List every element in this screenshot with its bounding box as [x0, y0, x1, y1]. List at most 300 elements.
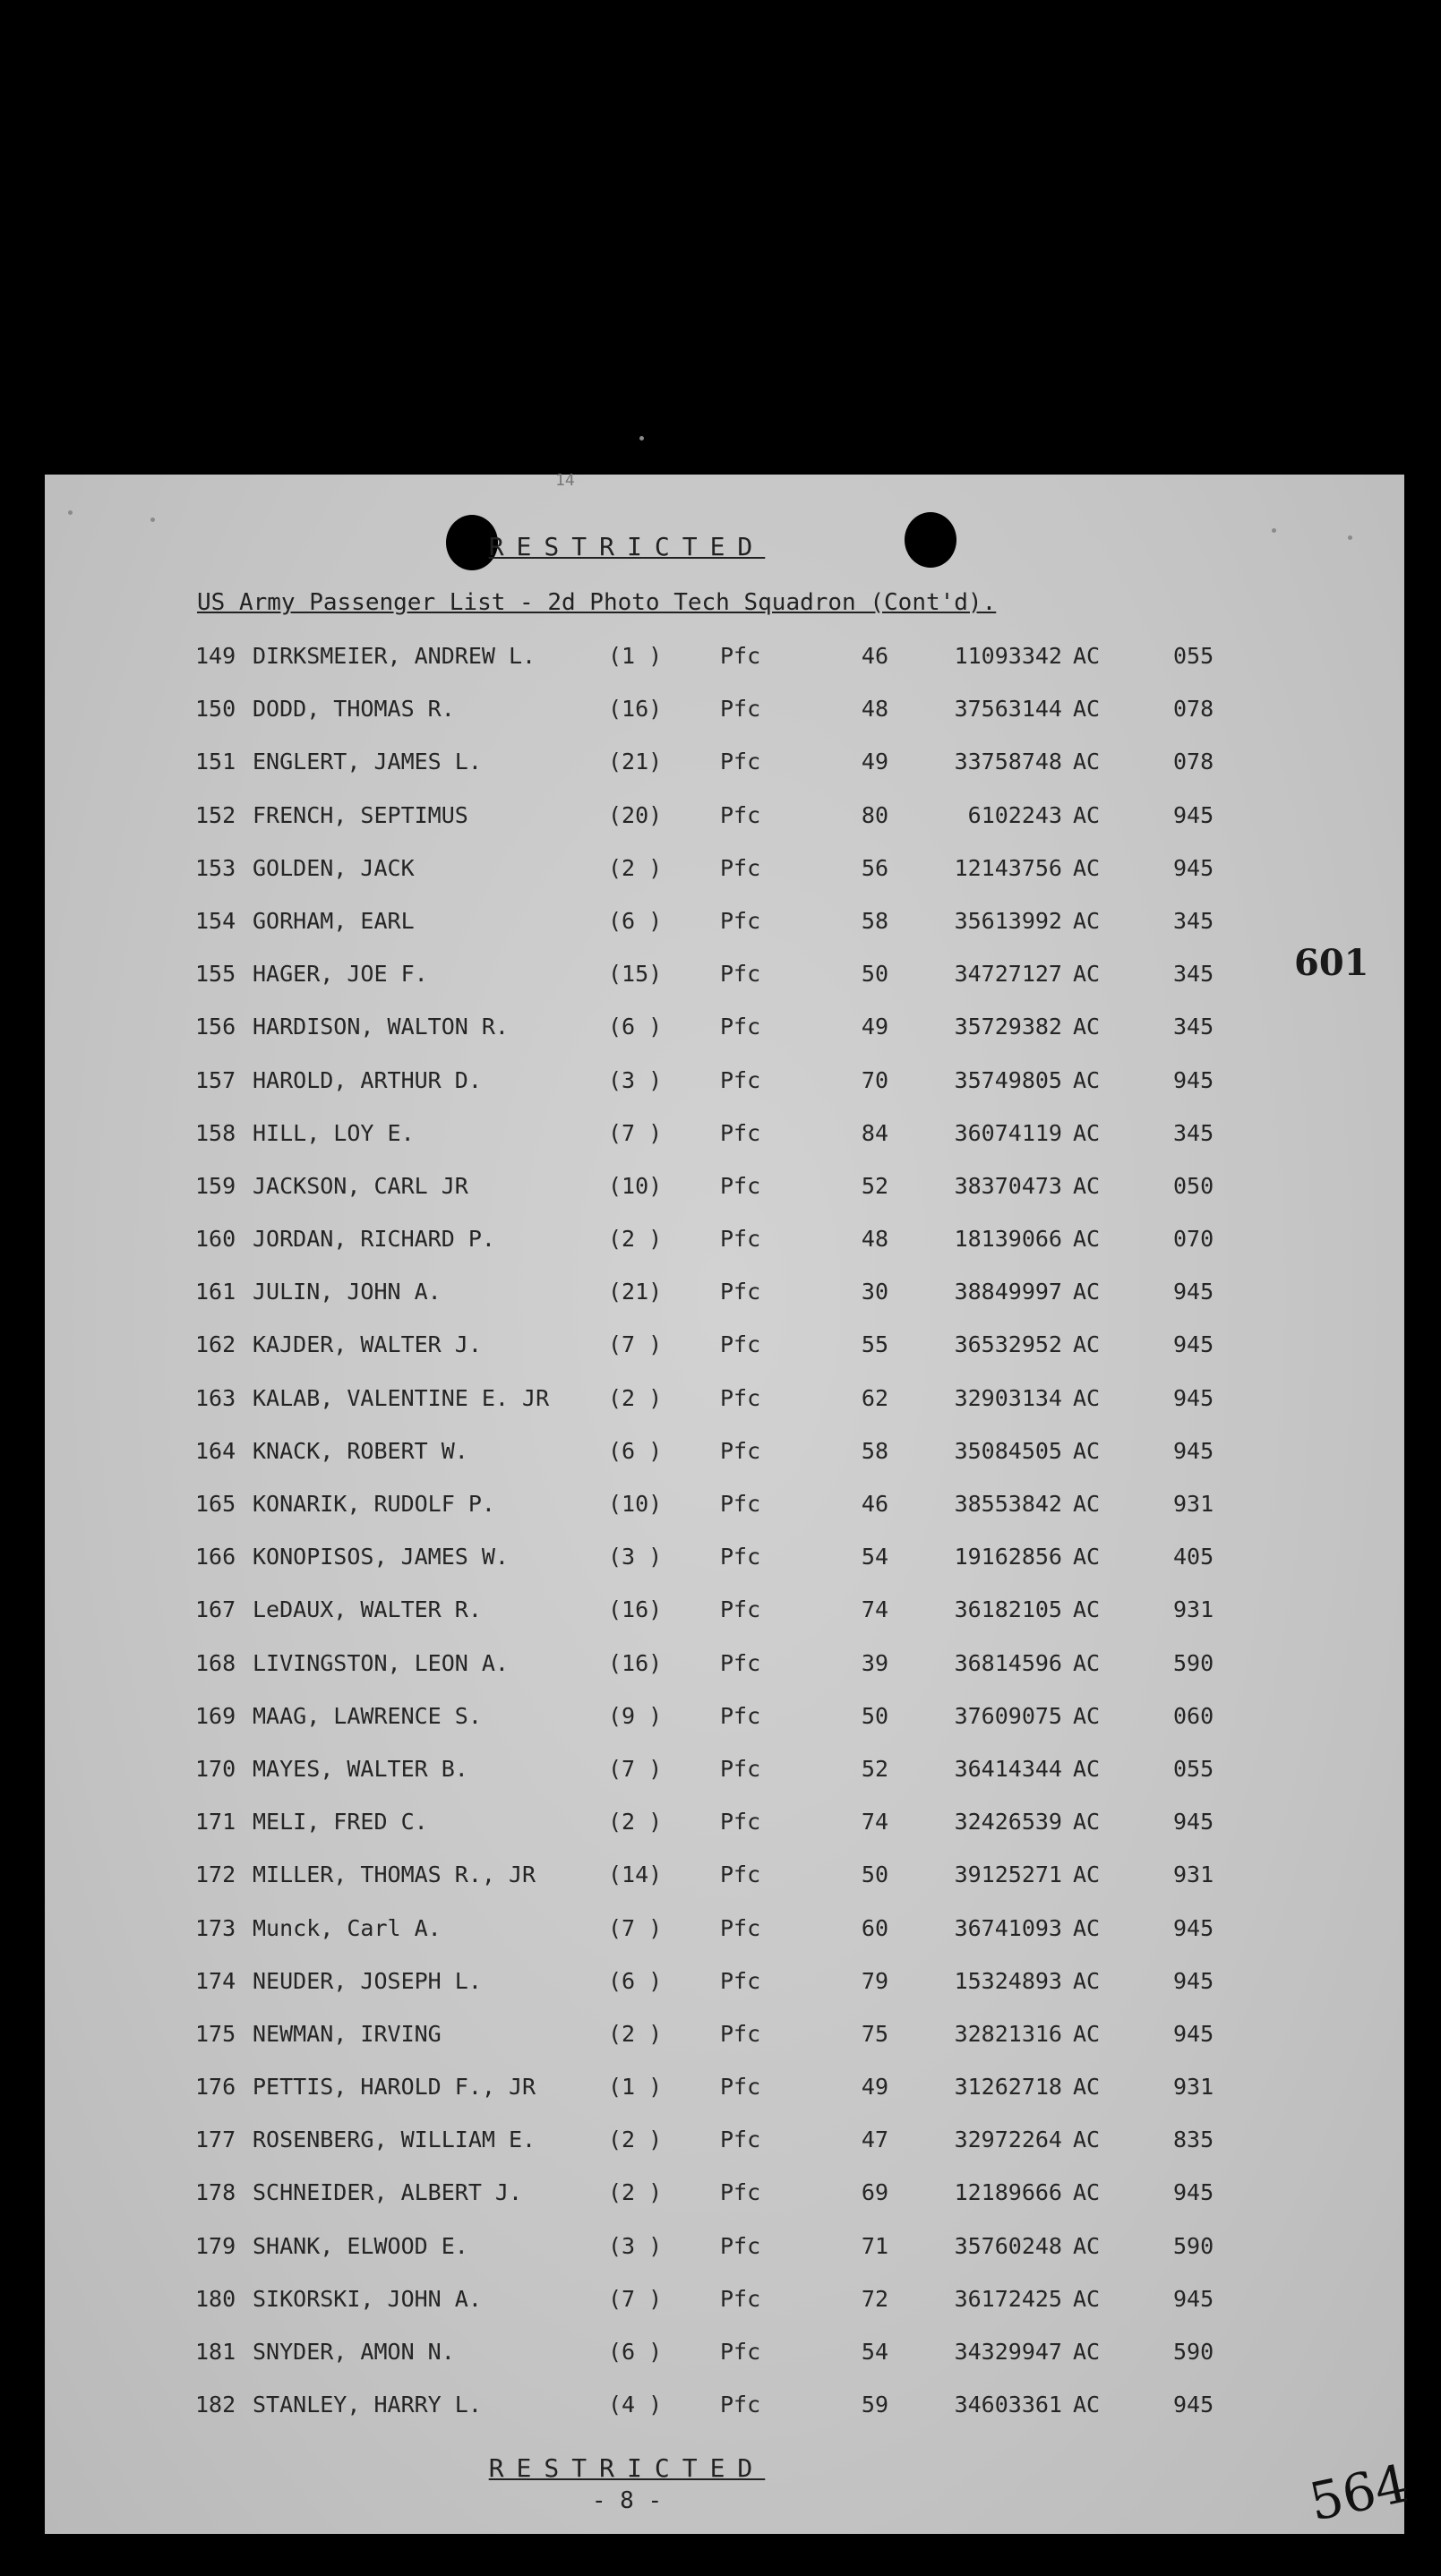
specialty-code: 945 — [1173, 1331, 1214, 1358]
specialty-code: 931 — [1173, 1491, 1214, 1517]
soldier-name: KAJDER, WALTER J. — [253, 1331, 482, 1358]
branch: AC — [1073, 1119, 1101, 1146]
rank: Pfc — [720, 696, 761, 723]
group-code: (9 ) — [608, 1702, 663, 1729]
age-code: 30 — [861, 1279, 888, 1305]
serial-number: 34329947 — [954, 2339, 1062, 2365]
age-code: 79 — [861, 1967, 888, 1994]
serial-number: 12143756 — [954, 854, 1062, 881]
age-code: 50 — [861, 1702, 888, 1729]
entry-number: 166 — [195, 1544, 236, 1570]
serial-number: 36172425 — [954, 2285, 1062, 2312]
rank: Pfc — [720, 1755, 761, 1782]
branch: AC — [1073, 696, 1101, 723]
table-row — [45, 1111, 1299, 1164]
rank: Pfc — [720, 1437, 761, 1464]
serial-number: 32903134 — [954, 1384, 1062, 1411]
file-number: 601 — [1294, 942, 1369, 984]
specialty-code: 590 — [1173, 2339, 1214, 2365]
rank: Pfc — [720, 801, 761, 828]
branch: AC — [1073, 1014, 1101, 1040]
specialty-code: 945 — [1173, 1914, 1214, 1941]
table-row — [45, 1959, 1299, 2012]
table-row — [45, 2224, 1299, 2277]
entry-number: 158 — [195, 1119, 236, 1146]
table-row — [45, 2118, 1299, 2170]
serial-number: 18139066 — [954, 1226, 1062, 1253]
specialty-code: 055 — [1173, 1755, 1214, 1782]
branch: AC — [1073, 1544, 1101, 1570]
entry-number: 174 — [195, 1967, 236, 1994]
table-row — [45, 1800, 1299, 1853]
group-code: (6 ) — [608, 1967, 663, 1994]
specialty-code: 945 — [1173, 2285, 1214, 2312]
serial-number: 36814596 — [954, 1649, 1062, 1676]
group-code: (2 ) — [608, 2179, 663, 2206]
table-row — [45, 1535, 1299, 1588]
rank: Pfc — [720, 1596, 761, 1623]
branch: AC — [1073, 643, 1101, 669]
branch: AC — [1073, 801, 1101, 828]
rank: Pfc — [720, 1809, 761, 1836]
age-code: 46 — [861, 1491, 888, 1517]
group-code: (7 ) — [608, 1755, 663, 1782]
serial-number: 6102243 — [967, 801, 1062, 828]
entry-number: 181 — [195, 2339, 236, 2365]
age-code: 52 — [861, 1172, 888, 1199]
rank: Pfc — [720, 2392, 761, 2418]
age-code: 49 — [861, 749, 888, 775]
soldier-name: HILL, LOY E. — [253, 1119, 415, 1146]
specialty-code: 055 — [1173, 643, 1214, 669]
age-code: 55 — [861, 1331, 888, 1358]
entry-number: 180 — [195, 2285, 236, 2312]
serial-number: 34603361 — [954, 2392, 1062, 2418]
table-row — [45, 634, 1299, 687]
entry-number: 178 — [195, 2179, 236, 2206]
group-code: (6 ) — [608, 1014, 663, 1040]
table-row — [45, 1164, 1299, 1217]
specialty-code: 590 — [1173, 2232, 1214, 2259]
table-row — [45, 1641, 1299, 1694]
restricted-footer: RESTRICTED — [488, 2453, 766, 2483]
soldier-name: NEWMAN, IRVING — [253, 2020, 442, 2047]
table-row — [45, 1747, 1299, 1800]
group-code: (6 ) — [608, 1437, 663, 1464]
branch: AC — [1073, 2232, 1101, 2259]
entry-number: 172 — [195, 1861, 236, 1888]
group-code: (2 ) — [608, 854, 663, 881]
rank: Pfc — [720, 961, 761, 988]
age-code: 80 — [861, 801, 888, 828]
serial-number: 31262718 — [954, 2074, 1062, 2101]
entry-number: 151 — [195, 749, 236, 775]
age-code: 48 — [861, 696, 888, 723]
table-row — [45, 740, 1299, 792]
branch: AC — [1073, 2285, 1101, 2312]
branch: AC — [1073, 1172, 1101, 1199]
branch: AC — [1073, 2179, 1101, 2206]
table-row — [45, 1429, 1299, 1482]
soldier-name: ENGLERT, JAMES L. — [253, 749, 482, 775]
table-row — [45, 2065, 1299, 2118]
specialty-code: 405 — [1173, 1544, 1214, 1570]
serial-number: 35749805 — [954, 1066, 1062, 1093]
branch: AC — [1073, 1649, 1101, 1676]
group-code: (16) — [608, 1649, 663, 1676]
specialty-code: 945 — [1173, 1066, 1214, 1093]
group-code: (21) — [608, 1279, 663, 1305]
branch: AC — [1073, 2127, 1101, 2153]
soldier-name: LeDAUX, WALTER R. — [253, 1596, 482, 1623]
age-code: 56 — [861, 854, 888, 881]
entry-number: 154 — [195, 907, 236, 934]
group-code: (15) — [608, 961, 663, 988]
soldier-name: DODD, THOMAS R. — [253, 696, 455, 723]
specialty-code: 945 — [1173, 1279, 1214, 1305]
entry-number: 164 — [195, 1437, 236, 1464]
branch: AC — [1073, 1437, 1101, 1464]
entry-number: 152 — [195, 801, 236, 828]
entry-number: 168 — [195, 1649, 236, 1676]
branch: AC — [1073, 1491, 1101, 1517]
serial-number: 15324893 — [954, 1967, 1062, 1994]
age-code: 84 — [861, 1119, 888, 1146]
specialty-code: 945 — [1173, 2179, 1214, 2206]
soldier-name: KNACK, ROBERT W. — [253, 1437, 468, 1464]
branch: AC — [1073, 1226, 1101, 1253]
soldier-name: GOLDEN, JACK — [253, 854, 415, 881]
soldier-name: MAYES, WALTER B. — [253, 1755, 468, 1782]
dust-speck — [1348, 535, 1352, 540]
age-code: 74 — [861, 1809, 888, 1836]
table-row — [45, 1694, 1299, 1747]
group-code: (10) — [608, 1491, 663, 1517]
branch: AC — [1073, 1596, 1101, 1623]
age-code: 59 — [861, 2392, 888, 2418]
rank: Pfc — [720, 1172, 761, 1199]
table-row — [45, 1482, 1299, 1535]
specialty-code: 345 — [1173, 1014, 1214, 1040]
table-row — [45, 793, 1299, 846]
serial-number: 38553842 — [954, 1491, 1062, 1517]
soldier-name: JORDAN, RICHARD P. — [253, 1226, 495, 1253]
specialty-code: 931 — [1173, 1596, 1214, 1623]
group-code: (3 ) — [608, 1066, 663, 1093]
rank: Pfc — [720, 1119, 761, 1146]
table-row — [45, 1058, 1299, 1111]
rank: Pfc — [720, 1861, 761, 1888]
entry-number: 177 — [195, 2127, 236, 2153]
group-code: (3 ) — [608, 2232, 663, 2259]
specialty-code: 945 — [1173, 2020, 1214, 2047]
specialty-code: 070 — [1173, 1226, 1214, 1253]
specialty-code: 945 — [1173, 801, 1214, 828]
rank: Pfc — [720, 1279, 761, 1305]
serial-number: 35613992 — [954, 907, 1062, 934]
page-mark: 14 — [555, 471, 575, 490]
age-code: 62 — [861, 1384, 888, 1411]
serial-number: 39125271 — [954, 1861, 1062, 1888]
dust-speck — [150, 518, 155, 522]
specialty-code: 078 — [1173, 749, 1214, 775]
entry-number: 149 — [195, 643, 236, 669]
group-code: (2 ) — [608, 2127, 663, 2153]
soldier-name: MELI, FRED C. — [253, 1809, 428, 1836]
age-code: 50 — [861, 1861, 888, 1888]
group-code: (7 ) — [608, 1914, 663, 1941]
list-title: US Army Passenger List - 2d Photo Tech Squadron (Cont'd). — [197, 589, 997, 616]
serial-number: 36741093 — [954, 1914, 1062, 1941]
age-code: 69 — [861, 2179, 888, 2206]
serial-number: 36182105 — [954, 1596, 1062, 1623]
entry-number: 169 — [195, 1702, 236, 1729]
age-code: 58 — [861, 907, 888, 934]
soldier-name: SIKORSKI, JOHN A. — [253, 2285, 482, 2312]
rank: Pfc — [720, 1544, 761, 1570]
branch: AC — [1073, 907, 1101, 934]
entry-number: 171 — [195, 1809, 236, 1836]
handwritten-number: 564 — [1304, 2452, 1414, 2533]
specialty-code: 945 — [1173, 1967, 1214, 1994]
group-code: (3 ) — [608, 1544, 663, 1570]
table-row — [45, 1270, 1299, 1322]
entry-number: 153 — [195, 854, 236, 881]
table-row — [45, 1853, 1299, 1905]
page-number: - 8 - — [591, 2487, 663, 2514]
table-row — [45, 1005, 1299, 1057]
group-code: (10) — [608, 1172, 663, 1199]
group-code: (7 ) — [608, 2285, 663, 2312]
group-code: (2 ) — [608, 2020, 663, 2047]
soldier-name: LIVINGSTON, LEON A. — [253, 1649, 509, 1676]
entry-number: 176 — [195, 2074, 236, 2101]
branch: AC — [1073, 1914, 1101, 1941]
serial-number: 37609075 — [954, 1702, 1062, 1729]
branch: AC — [1073, 2020, 1101, 2047]
specialty-code: 060 — [1173, 1702, 1214, 1729]
table-row — [45, 1588, 1299, 1640]
table-row — [45, 2330, 1299, 2383]
serial-number: 35760248 — [954, 2232, 1062, 2259]
soldier-name: GORHAM, EARL — [253, 907, 415, 934]
entry-number: 170 — [195, 1755, 236, 1782]
rank: Pfc — [720, 643, 761, 669]
serial-number: 38849997 — [954, 1279, 1062, 1305]
serial-number: 38370473 — [954, 1172, 1062, 1199]
table-row — [45, 687, 1299, 740]
specialty-code: 345 — [1173, 961, 1214, 988]
group-code: (1 ) — [608, 2074, 663, 2101]
dust-speck — [639, 436, 644, 441]
serial-number: 37563144 — [954, 696, 1062, 723]
rank: Pfc — [720, 1649, 761, 1676]
soldier-name: KONOPISOS, JAMES W. — [253, 1544, 509, 1570]
branch: AC — [1073, 1755, 1101, 1782]
soldier-name: HAROLD, ARTHUR D. — [253, 1066, 482, 1093]
serial-number: 32972264 — [954, 2127, 1062, 2153]
serial-number: 34727127 — [954, 961, 1062, 988]
age-code: 39 — [861, 1649, 888, 1676]
branch: AC — [1073, 749, 1101, 775]
branch: AC — [1073, 854, 1101, 881]
group-code: (20) — [608, 801, 663, 828]
specialty-code: 945 — [1173, 2392, 1214, 2418]
soldier-name: FRENCH, SEPTIMUS — [253, 801, 468, 828]
group-code: (16) — [608, 696, 663, 723]
group-code: (2 ) — [608, 1809, 663, 1836]
rank: Pfc — [720, 2339, 761, 2365]
rank: Pfc — [720, 1702, 761, 1729]
soldier-name: HAGER, JOE F. — [253, 961, 428, 988]
branch: AC — [1073, 1331, 1101, 1358]
soldier-name: HARDISON, WALTON R. — [253, 1014, 509, 1040]
serial-number: 19162856 — [954, 1544, 1062, 1570]
group-code: (7 ) — [608, 1331, 663, 1358]
branch: AC — [1073, 1384, 1101, 1411]
soldier-name: KONARIK, RUDOLF P. — [253, 1491, 495, 1517]
entry-number: 165 — [195, 1491, 236, 1517]
group-code: (2 ) — [608, 1226, 663, 1253]
rank: Pfc — [720, 2020, 761, 2047]
serial-number: 12189666 — [954, 2179, 1062, 2206]
branch: AC — [1073, 2074, 1101, 2101]
serial-number: 32426539 — [954, 1809, 1062, 1836]
entry-number: 156 — [195, 1014, 236, 1040]
specialty-code: 835 — [1173, 2127, 1214, 2153]
rank: Pfc — [720, 1967, 761, 1994]
age-code: 54 — [861, 1544, 888, 1570]
entry-number: 179 — [195, 2232, 236, 2259]
soldier-name: SCHNEIDER, ALBERT J. — [253, 2179, 523, 2206]
rank: Pfc — [720, 1014, 761, 1040]
specialty-code: 931 — [1173, 2074, 1214, 2101]
rank: Pfc — [720, 854, 761, 881]
branch: AC — [1073, 1279, 1101, 1305]
rank: Pfc — [720, 1914, 761, 1941]
document-page — [45, 471, 1414, 2534]
age-code: 60 — [861, 1914, 888, 1941]
age-code: 52 — [861, 1755, 888, 1782]
group-code: (1 ) — [608, 643, 663, 669]
table-row — [45, 2277, 1299, 2330]
branch: AC — [1073, 2339, 1101, 2365]
age-code: 74 — [861, 1596, 888, 1623]
rank: Pfc — [720, 1226, 761, 1253]
branch: AC — [1073, 1066, 1101, 1093]
restricted-heading: RESTRICTED — [488, 532, 766, 561]
group-code: (4 ) — [608, 2392, 663, 2418]
soldier-name: STANLEY, HARRY L. — [253, 2392, 482, 2418]
entry-number: 182 — [195, 2392, 236, 2418]
serial-number: 35084505 — [954, 1437, 1062, 1464]
soldier-name: SHANK, ELWOOD E. — [253, 2232, 468, 2259]
soldier-name: SNYDER, AMON N. — [253, 2339, 455, 2365]
specialty-code: 345 — [1173, 907, 1214, 934]
age-code: 72 — [861, 2285, 888, 2312]
entry-number: 161 — [195, 1279, 236, 1305]
table-row — [45, 2383, 1299, 2435]
table-row — [45, 899, 1299, 952]
age-code: 47 — [861, 2127, 888, 2153]
branch: AC — [1073, 2392, 1101, 2418]
soldier-name: MAAG, LAWRENCE S. — [253, 1702, 482, 1729]
dust-speck — [68, 510, 73, 515]
rank: Pfc — [720, 2179, 761, 2206]
entry-number: 167 — [195, 1596, 236, 1623]
soldier-name: MILLER, THOMAS R., JR — [253, 1861, 536, 1888]
branch: AC — [1073, 1967, 1101, 1994]
specialty-code: 945 — [1173, 1437, 1214, 1464]
entry-number: 150 — [195, 696, 236, 723]
entry-number: 155 — [195, 961, 236, 988]
group-code: (6 ) — [608, 2339, 663, 2365]
serial-number: 35729382 — [954, 1014, 1062, 1040]
branch: AC — [1073, 1809, 1101, 1836]
group-code: (6 ) — [608, 907, 663, 934]
age-code: 75 — [861, 2020, 888, 2047]
age-code: 70 — [861, 1066, 888, 1093]
rank: Pfc — [720, 2127, 761, 2153]
specialty-code: 050 — [1173, 1172, 1214, 1199]
soldier-name: JACKSON, CARL JR — [253, 1172, 468, 1199]
soldier-name: ROSENBERG, WILLIAM E. — [253, 2127, 536, 2153]
branch: AC — [1073, 1861, 1101, 1888]
soldier-name: Munck, Carl A. — [253, 1914, 442, 1941]
rank: Pfc — [720, 2285, 761, 2312]
soldier-name: NEUDER, JOSEPH L. — [253, 1967, 482, 1994]
table-row — [45, 1217, 1299, 1270]
passenger-list — [45, 634, 1299, 2435]
branch: AC — [1073, 1702, 1101, 1729]
age-code: 46 — [861, 643, 888, 669]
specialty-code: 078 — [1173, 696, 1214, 723]
serial-number: 11093342 — [954, 643, 1062, 669]
specialty-code: 945 — [1173, 854, 1214, 881]
dust-speck — [1272, 528, 1276, 533]
entry-number: 173 — [195, 1914, 236, 1941]
entry-number: 163 — [195, 1384, 236, 1411]
specialty-code: 945 — [1173, 1809, 1214, 1836]
specialty-code: 345 — [1173, 1119, 1214, 1146]
age-code: 49 — [861, 1014, 888, 1040]
age-code: 58 — [861, 1437, 888, 1464]
serial-number: 32821316 — [954, 2020, 1062, 2047]
age-code: 50 — [861, 961, 888, 988]
table-row — [45, 2170, 1299, 2223]
age-code: 54 — [861, 2339, 888, 2365]
entry-number: 159 — [195, 1172, 236, 1199]
rank: Pfc — [720, 1066, 761, 1093]
table-row — [45, 1906, 1299, 1959]
branch: AC — [1073, 961, 1101, 988]
serial-number: 36414344 — [954, 1755, 1062, 1782]
entry-number: 157 — [195, 1066, 236, 1093]
rank: Pfc — [720, 749, 761, 775]
table-row — [45, 2012, 1299, 2065]
rank: Pfc — [720, 1491, 761, 1517]
soldier-name: KALAB, VALENTINE E. JR — [253, 1384, 550, 1411]
group-code: (2 ) — [608, 1384, 663, 1411]
age-code: 49 — [861, 2074, 888, 2101]
specialty-code: 945 — [1173, 1384, 1214, 1411]
specialty-code: 931 — [1173, 1861, 1214, 1888]
group-code: (21) — [608, 749, 663, 775]
entry-number: 162 — [195, 1331, 236, 1358]
specialty-code: 590 — [1173, 1649, 1214, 1676]
group-code: (14) — [608, 1861, 663, 1888]
rank: Pfc — [720, 1331, 761, 1358]
